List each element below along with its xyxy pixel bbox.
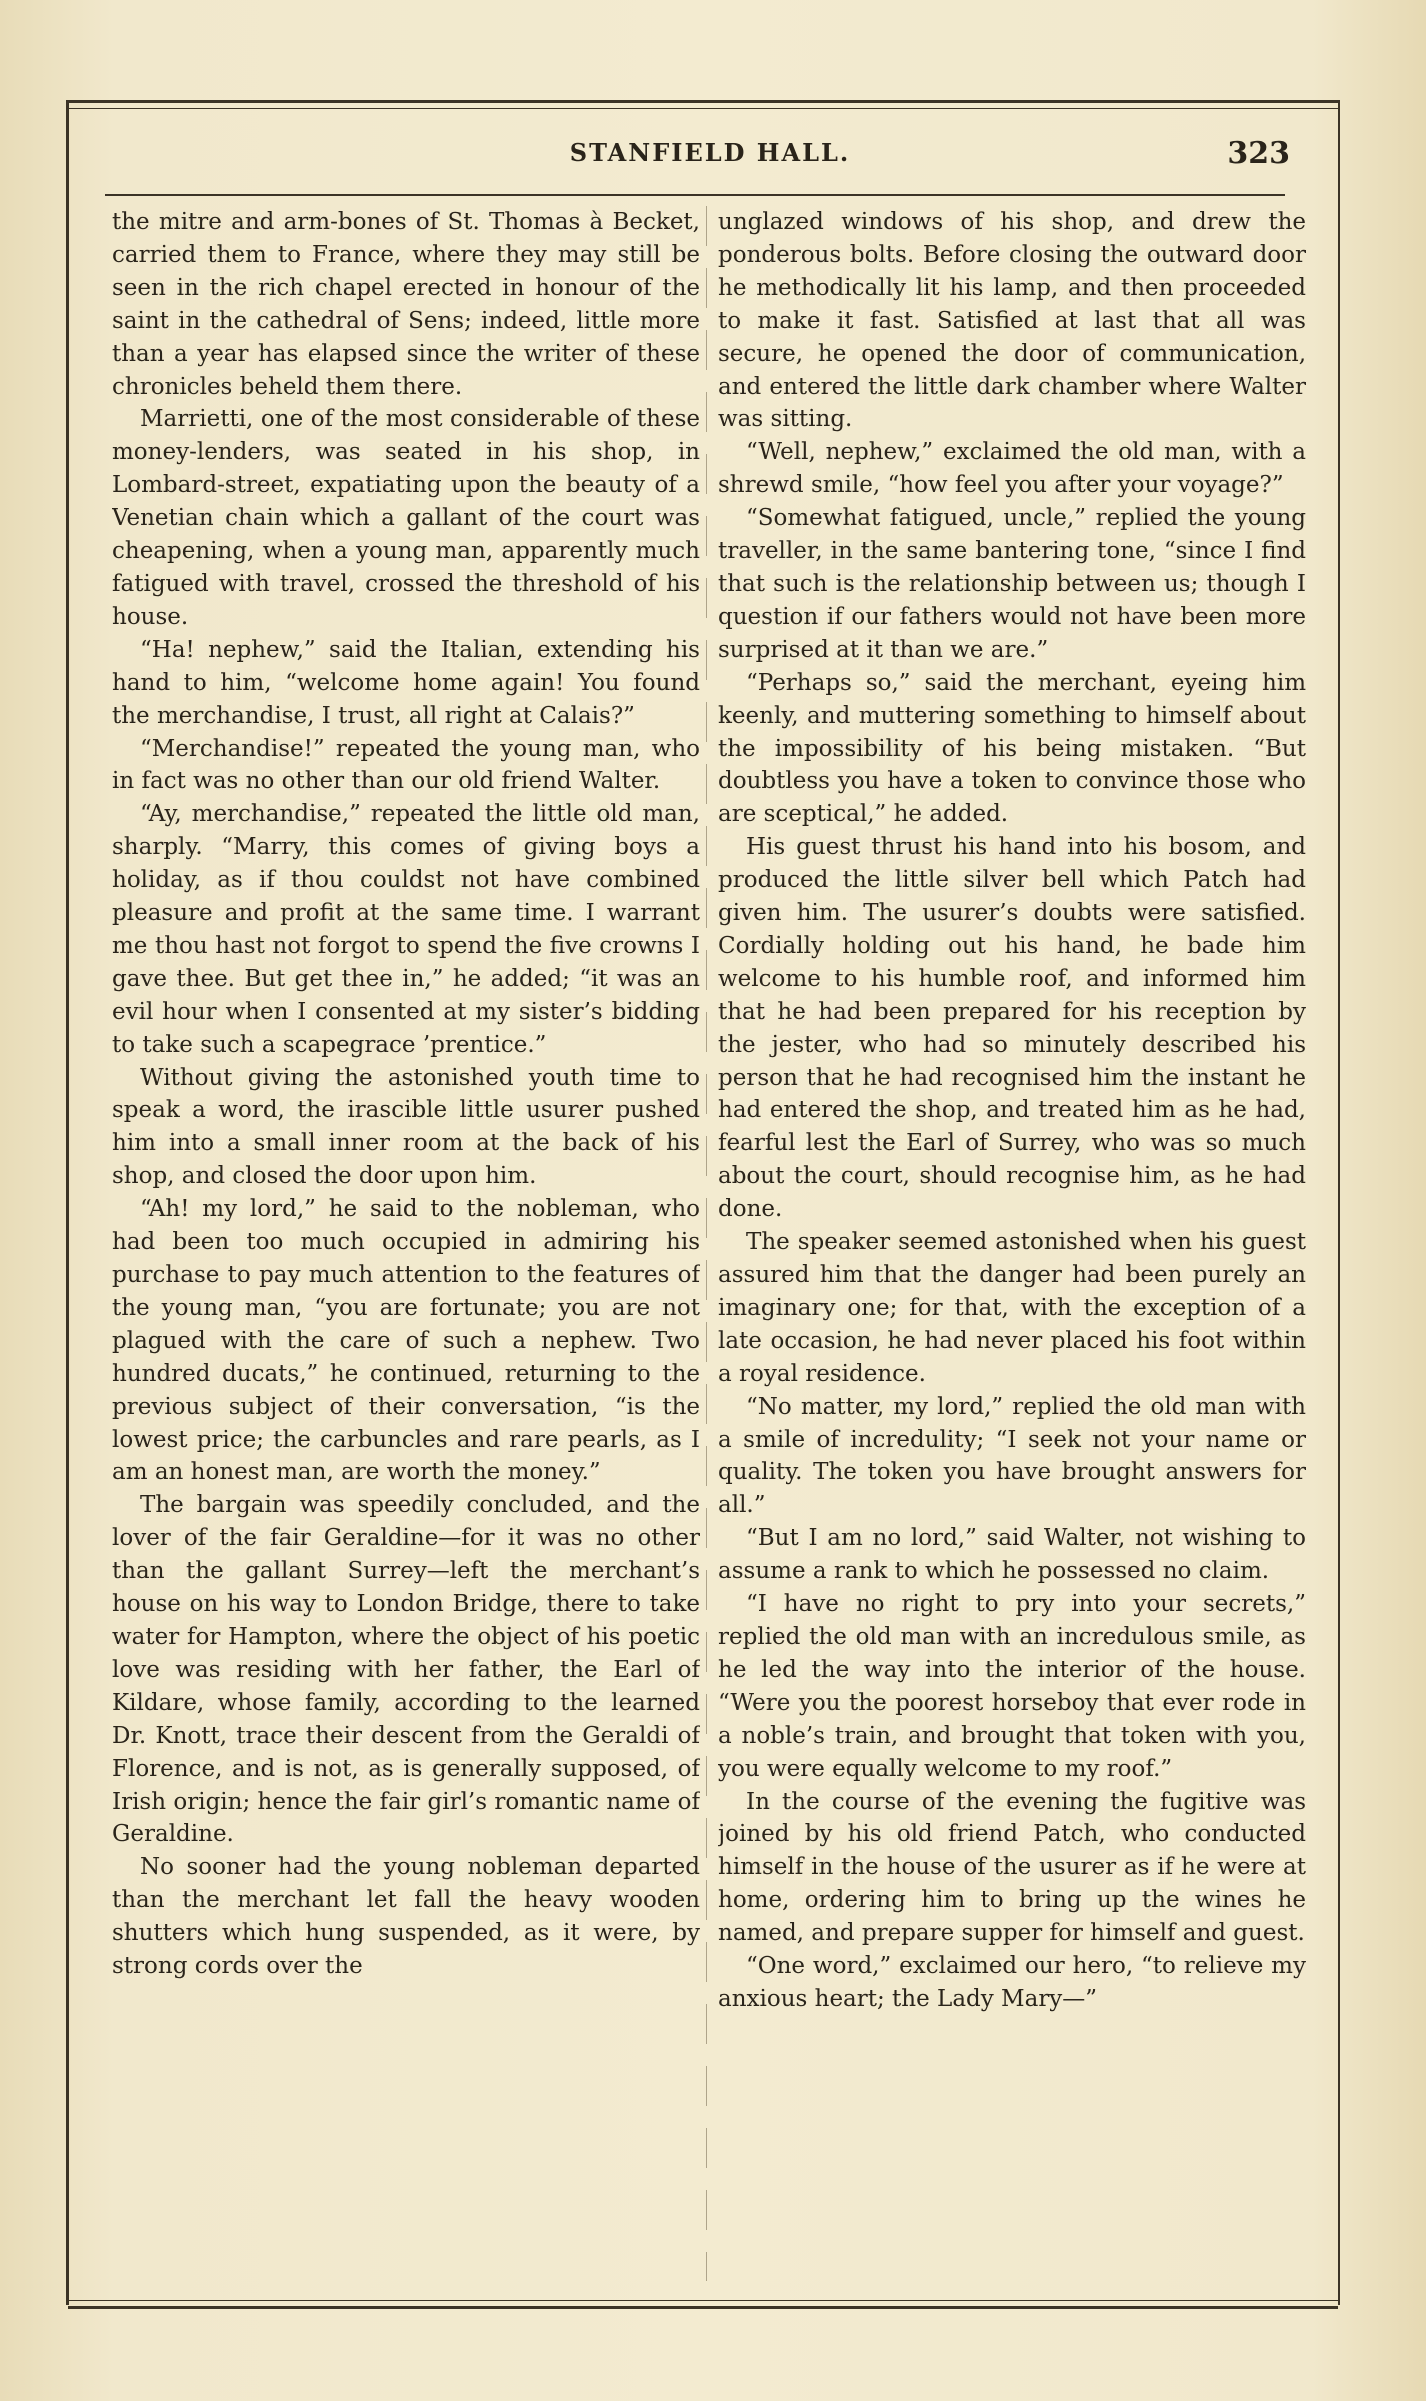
paragraph: “Somewhat fatigued, uncle,” replied the young traveller, in the same bantering tone, “since I find that such is the relationship between us; though I question if our fathers would not have been more surprised at it than we are.” (718, 505, 1306, 663)
paragraph: unglazed windows of his shop, and drew the ponderous bolts. Before closing the outward door he methodically lit his lamp, and then proceeded to make it fast. Satisfied at last that all was secure, he opened the door of communication, and entered the little dark chamber where Walter was sitting. (718, 209, 1306, 433)
bottom-border-rule (68, 2300, 1338, 2309)
paragraph: In the course of the evening the fugitive was joined by his old friend Patch, who conducted himself in the house of the usurer as if he were at home, ordering him to bring up the wines he named, and prepare supper for himself and guest. (718, 1788, 1306, 1947)
left-border-rule (66, 100, 69, 2305)
paragraph: Marrietti, one of the most considerable of these money-lenders, was seated in his shop, in Lombard-street, expatiating upon the beauty of a Venetian chain which a gallant of the court was cheapening, when a young man, apparently much fatigued with travel, crossed the threshold of his house. (112, 406, 700, 630)
paragraph: The speaker seemed astonished when his guest assured him that the danger had been purely an imaginary one; for that, with the exception of a late occasion, he had never placed his foot within a royal residence. (718, 1229, 1306, 1387)
paragraph: “Ah! my lord,” he said to the nobleman, who had been too much occupied in admiring his purchase to pay much attention to the features of the young man, “you are fortunate; you are not plagued with the care of such a nephew. Two hundred ducats,” he continued, returning to the previous subject of their conversation, “is the lowest price; the carbuncles and rare pearls, as I am an honest man, are worth the money.” (112, 1196, 700, 1486)
paragraph: “One word,” exclaimed our hero, “to relieve my anxious heart; the Lady Mary—” (718, 1953, 1306, 2012)
paragraph: “Merchandise!” repeated the young man, who in fact was no other than our old friend Walter. (112, 735, 700, 795)
paragraph: the mitre and arm-bones of St. Thomas à Becket, carried them to France, where they may still be seen in the rich chapel erected in honour of the saint in the cathedral of Sens; indeed, little more than a year has elapsed since the writer of these chronicles beheld them there. (112, 209, 700, 400)
page-number: 323 (1227, 136, 1290, 171)
column-divider (706, 206, 707, 2281)
paragraph: “I have no right to pry into your secrets,” replied the old man with an incredulous smile, as he led the way into the interior of the house. “Were you the poorest horseboy that ever rode in a noble’s train, and brought that token with you, you were equally welcome to my roof.” (718, 1591, 1306, 1782)
header-rule (105, 194, 1285, 196)
top-border-rule (68, 100, 1338, 109)
left-column (112, 206, 700, 2291)
paragraph: “Well, nephew,” exclaimed the old man, with a shrewd smile, “how feel you after your voyage?” (718, 439, 1306, 499)
right-column (718, 206, 1306, 2291)
paragraph: “But I am no lord,” said Walter, not wishing to assume a rank to which he possessed no claim. (718, 1525, 1306, 1585)
paragraph: The bargain was speedily concluded, and the lover of the fair Geraldine—for it was no other than the gallant Surrey—left the merchant’s house on his way to London Bridge, there to take water for Hampton, where the object of his poetic love was residing with her father, the Earl of Kildare, whose family, according to the learned Dr. Knott, trace their descent from the Geraldi of Florence, and is not, as is generally supposed, of Irish origin; hence the fair girl’s romantic name of Geraldine. (112, 1492, 700, 1848)
paragraph: “No matter, my lord,” replied the old man with a smile of incredulity; “I seek not your name or quality. The token you have brought answers for all.” (718, 1393, 1306, 1519)
paragraph: Without giving the astonished youth time to speak a word, the irascible little usurer pushed him into a small inner room at the back of his shop, and closed the door upon him. (112, 1064, 700, 1190)
paragraph: No sooner had the young nobleman departed than the merchant let fall the heavy wooden shutters which hung suspended, as it were, by strong cords over the (112, 1854, 700, 1980)
paragraph: “Ha! nephew,” said the Italian, extending his hand to him, “welcome home again! You found the merchandise, I trust, all right at Calais?” (112, 636, 700, 729)
paragraph: His guest thrust his hand into his bosom, and produced the little silver bell which Patch had given him. The usurer’s doubts were satisfied. Cordially holding out his hand, he bade him welcome to his humble roof, and informed him that he had been prepared for his reception by the jester, who had so minutely described his person that he had recognised him the instant he had entered the shop, and treated him as he had, fearful lest the Earl of Surrey, who was so much about the court, should recognise him, as he had done. (718, 834, 1306, 1223)
paragraph: “Ay, merchandise,” repeated the little old man, sharply. “Marry, this comes of giving boys a holiday, as if thou couldst not have combined pleasure and profit at the same time. I warrant me thou hast not forgot to spend the five crowns I gave thee. But get thee in,” he added; “it was an evil hour when I consented at my sister’s bidding to take such a scapegrace ’prentice.” (112, 801, 700, 1058)
right-border-rule (1338, 100, 1340, 2305)
running-title: STANFIELD HALL. (569, 138, 851, 167)
paragraph: “Perhaps so,” said the merchant, eyeing him keenly, and muttering something to himself about the impossibility of his being mistaken. “But doubtless you have a token to convince those who are sceptical,” he added. (718, 669, 1306, 828)
